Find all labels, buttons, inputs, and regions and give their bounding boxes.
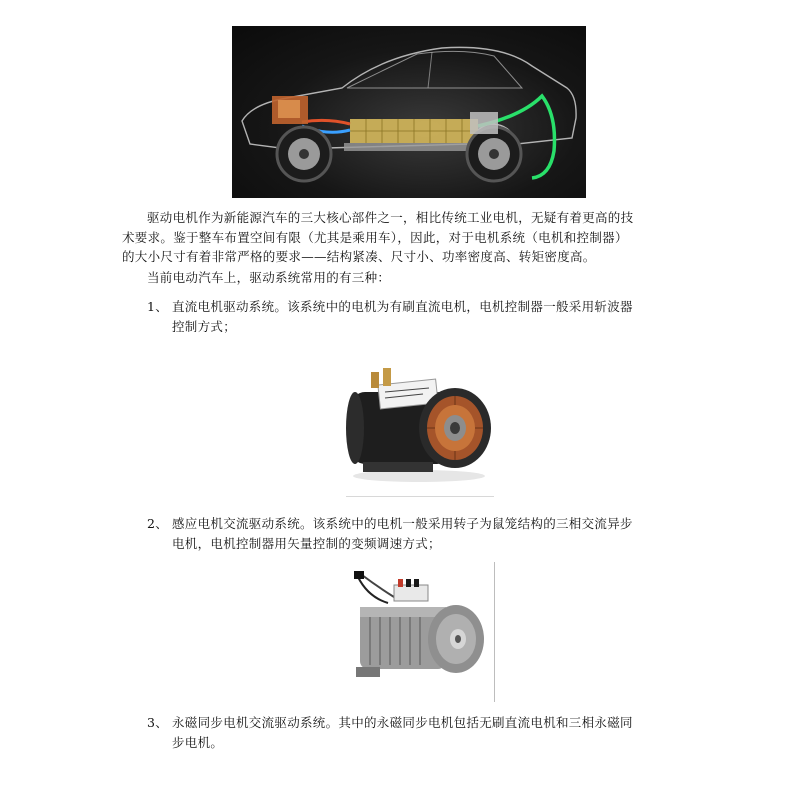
intro-line-1: 驱动电机作为新能源汽车的三大核心部件之一，相比传统工业电机，无疑有着更高的技 [147,210,634,225]
list-item-1 [147,297,677,336]
list-item-3 [147,713,677,752]
lead-paragraph: 当前电动汽车上，驱动系统常用的有三种： [147,270,391,285]
dc-motor-image [343,364,495,486]
electric-car-image [232,26,586,198]
dc-motor-illustration [343,364,495,486]
intro-line-3: 的大小尺寸有着非常严格的要求——结构紧凑、尺寸小、功率密度高、转矩密度高。 [122,249,596,264]
image-divider [494,562,495,702]
list-item-2 [147,514,677,553]
item-number: 2、 [147,516,169,531]
item-number: 1、 [147,299,169,314]
item-text-line2: 控制方式； [172,318,237,334]
item-text-line1: 永磁同步电机交流驱动系统。其中的永磁同步电机包括无刷直流电机和三相永磁同 [172,715,633,730]
item-text-line2: 电机，电机控制器用矢量控制的变频调速方式； [172,535,441,551]
ac-motor-illustration [348,567,488,695]
intro-line-2: 术要求。鉴于整车布置空间有限（尤其是乘用车），因此，对于电机系统（电机和控制器） [122,229,628,245]
item-text-line1: 直流电机驱动系统。该系统中的电机为有刷直流电机，电机控制器一般采用斩波器 [172,299,633,314]
ac-motor-image [348,567,488,695]
item-text-line2: 步电机。 [172,734,224,750]
car-illustration [232,26,586,198]
item-text-line1: 感应电机交流驱动系统。该系统中的电机一般采用转子为鼠笼结构的三相交流异步 [172,516,633,531]
intro-paragraph [122,208,672,267]
image-divider [346,496,494,497]
item-number: 3、 [147,715,169,730]
